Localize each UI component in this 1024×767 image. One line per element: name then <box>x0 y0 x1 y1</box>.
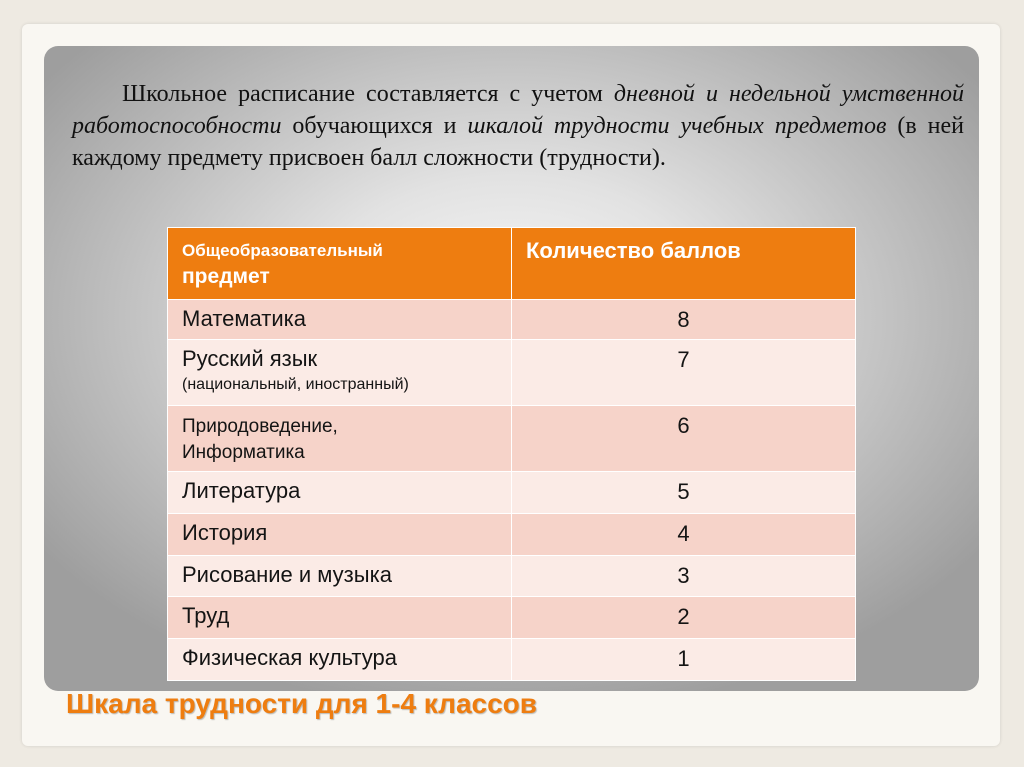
subject-name: Природоведение, <box>182 416 338 437</box>
subject-name-line2: Информатика <box>182 442 305 463</box>
slide-title: Шкала трудности для 1-4 классов <box>66 688 537 719</box>
subject-name: Литература <box>182 478 301 503</box>
score-cell: 6 <box>512 406 856 472</box>
subject-cell <box>168 472 512 514</box>
score-cell: 5 <box>512 472 856 514</box>
subject-note: (национальный, иностранный) <box>182 376 409 393</box>
header-subject <box>168 228 512 300</box>
table-row <box>168 514 856 556</box>
table-row <box>168 300 856 340</box>
score-cell: 2 <box>512 597 856 639</box>
score-cell: 8 <box>512 300 856 340</box>
difficulty-table <box>167 227 856 681</box>
intro-part-2: обучающихся и <box>281 113 468 139</box>
header-subject-line2: предмет <box>182 265 270 288</box>
subject-cell <box>168 514 512 556</box>
table-row <box>168 639 856 681</box>
score-cell: 4 <box>512 514 856 556</box>
table-header-row <box>168 228 856 300</box>
table-row <box>168 556 856 597</box>
intro-italic-2: шкалой трудности учебных предметов <box>467 113 887 139</box>
table-row <box>168 597 856 639</box>
subject-cell <box>168 556 512 597</box>
table-row <box>168 472 856 514</box>
table-row <box>168 406 856 472</box>
subject-name: Труд <box>182 603 230 628</box>
table-row <box>168 340 856 406</box>
header-subject-line1: Общеобразовательный <box>182 241 383 260</box>
subject-name: История <box>182 520 268 545</box>
intro-part-1: Школьное расписание составляется с учетом <box>122 81 614 107</box>
subject-name: Математика <box>182 306 306 331</box>
subject-name: Рисование и музыка <box>182 562 392 587</box>
intro-paragraph <box>72 78 964 174</box>
subject-name: Русский язык <box>182 346 318 371</box>
score-cell: 7 <box>512 340 856 406</box>
score-cell: 1 <box>512 639 856 681</box>
subject-cell <box>168 639 512 681</box>
subject-cell <box>168 300 512 340</box>
intro-part-3: (в ней каждому предмету присвоен балл сложности (трудности). <box>72 113 964 171</box>
score-cell: 3 <box>512 556 856 597</box>
intro-italic-1: дневной и недельной умственной работоспособности <box>72 81 964 139</box>
subject-cell <box>168 340 512 406</box>
subject-cell <box>168 597 512 639</box>
subject-name: Физическая культура <box>182 645 397 670</box>
subject-cell <box>168 406 512 472</box>
header-score: Количество баллов <box>512 228 856 300</box>
